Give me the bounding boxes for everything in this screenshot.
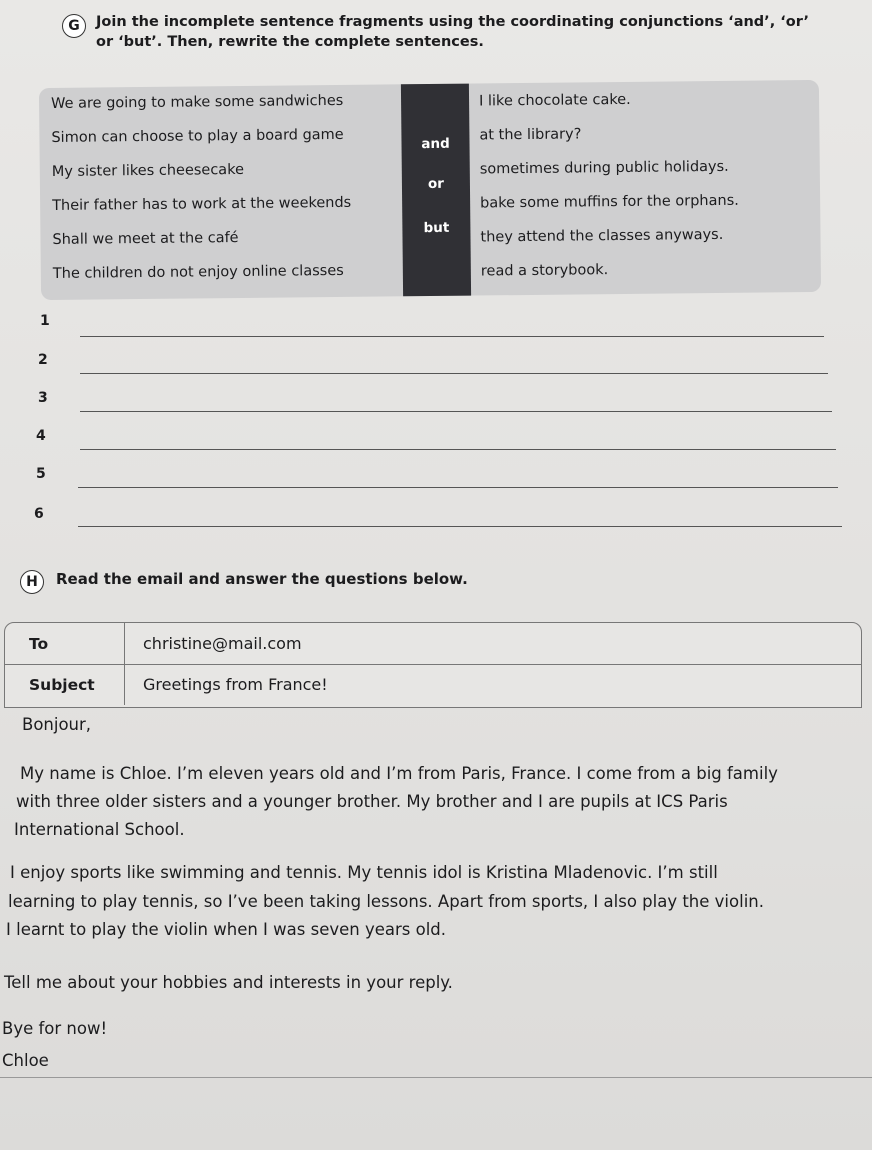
email-line: My name is Chloe. I’m eleven years old and I’m from Paris, France. I come from a big family xyxy=(20,764,778,783)
email-line: learning to play tennis, so I’ve been taking lessons. Apart from sports, I also play the violin. xyxy=(8,892,764,911)
left-fragment: My sister likes cheesecake xyxy=(51,161,245,180)
answer-number: 5 xyxy=(36,466,46,482)
answer-number: 3 xyxy=(38,390,48,406)
instruction-line-2: or ‘but’. Then, rewrite the complete sentences. xyxy=(96,34,484,50)
right-fragment: sometimes during public holidays. xyxy=(479,158,729,178)
conjunction-column xyxy=(401,84,471,297)
subject-value: Greetings from France! xyxy=(143,675,328,694)
email-signature: Chloe xyxy=(2,1051,49,1070)
email-greeting: Bonjour, xyxy=(22,715,92,734)
email-line: International School. xyxy=(14,820,185,839)
right-fragments xyxy=(478,88,809,280)
email-to-row xyxy=(5,623,861,665)
instruction-line-1: Join the incomplete sentence fragments using the coordinating conjunctions ‘and’, ‘or’ xyxy=(96,14,809,30)
email-signoff: Bye for now! xyxy=(2,1019,108,1038)
left-fragments xyxy=(50,92,401,282)
right-fragment: at the library? xyxy=(479,126,582,144)
left-fragment: Their father has to work at the weekends xyxy=(52,194,352,214)
section-h-badge: H xyxy=(20,570,44,594)
answer-number: 4 xyxy=(36,428,46,444)
to-label: To xyxy=(5,623,125,664)
section-g-instruction xyxy=(96,12,826,52)
left-fragment: The children do not enjoy online classes xyxy=(52,262,344,282)
answer-line-4[interactable] xyxy=(80,449,836,450)
to-value: christine@mail.com xyxy=(143,634,302,653)
answer-line-6[interactable] xyxy=(78,526,842,527)
conjunction-and: and xyxy=(421,135,450,153)
section-g-badge: G xyxy=(62,14,86,38)
conjunction-but: but xyxy=(423,219,450,237)
answer-number: 2 xyxy=(38,352,48,368)
answer-line-2[interactable] xyxy=(80,373,828,374)
right-fragment: bake some muffins for the orphans. xyxy=(480,192,739,212)
conjunction-or: or xyxy=(427,175,444,193)
right-fragment: I like chocolate cake. xyxy=(478,91,631,110)
right-fragment: they attend the classes anyways. xyxy=(480,226,724,246)
email-line: I enjoy sports like swimming and tennis. My tennis idol is Kristina Mladenovic. I’m still xyxy=(10,863,718,882)
section-h-instruction: Read the email and answer the questions below. xyxy=(56,570,468,588)
email-line: I learnt to play the violin when I was seven years old. xyxy=(6,920,447,939)
answer-number: 1 xyxy=(40,313,50,329)
left-fragment: Shall we meet at the café xyxy=(52,230,239,248)
subject-label: Subject xyxy=(5,664,125,705)
answer-line-3[interactable] xyxy=(80,411,832,412)
left-fragment: We are going to make some sandwiches xyxy=(50,92,344,112)
fragments-box xyxy=(39,80,821,300)
email-line: Tell me about your hobbies and interests in your reply. xyxy=(4,973,453,992)
answer-number: 6 xyxy=(34,506,44,522)
left-fragment: Simon can choose to play a board game xyxy=(51,126,344,146)
email-bottom-rule xyxy=(0,1077,872,1078)
answer-line-5[interactable] xyxy=(78,487,838,488)
answer-line-1[interactable] xyxy=(80,336,824,337)
email-header xyxy=(4,622,862,708)
email-subject-row xyxy=(5,664,861,705)
right-fragment: read a storybook. xyxy=(480,262,609,280)
email-line: with three older sisters and a younger brother. My brother and I are pupils at ICS Paris xyxy=(16,792,728,811)
